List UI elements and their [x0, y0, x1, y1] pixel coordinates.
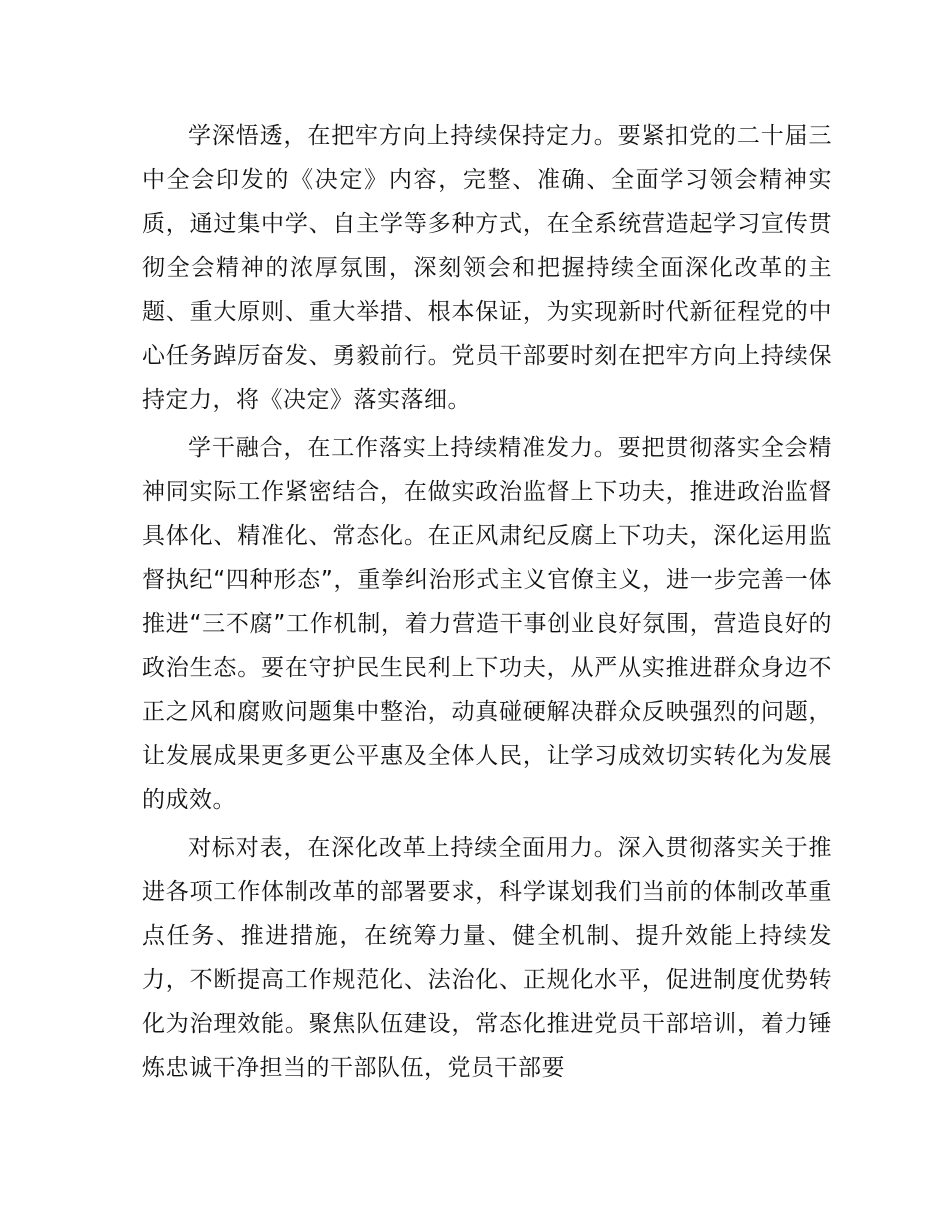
paragraph-study-and-work: 学干融合，在工作落实上持续精准发力。要把贯彻落实全会精神同实际工作紧密结合，在做实政治监督上下功夫，推进政治监督具体化、精准化、常态化。在正风肃纪反腐上下功夫，深化运用监督执纪“四种形态”，重拳纠治形式主义官僚主义，进一步完善一体推进“三不腐”工作机制，着力营造干事创业良好氛围，营造良好的政治生态。要在守护民生民利上下功夫，从严从实推进群众身边不正之风和腐败问题集中整治，动真碰硬解决群众反映强烈的问题，让发展成果更多更公平惠及全体人民，让学习成效切实转化为发展的成效。	[142, 435, 832, 813]
document-body	[142, 114, 832, 1090]
paragraph-benchmark-reform: 对标对表，在深化改革上持续全面用力。深入贯彻落实关于推进各项工作体制改革的部署要求，科学谋划我们当前的体制改革重点任务、推进措施，在统筹力量、健全机制、提升效能上持续发力，不断提高工作规范化、法治化、正规化水平，促进制度优势转化为治理效能。聚焦队伍建设，常态化推进党员干部培训，着力锤炼忠诚干净担当的干部队伍，党员干部要	[142, 835, 832, 1081]
paragraph-study-deeply: 学深悟透，在把牢方向上持续保持定力。要紧扣党的二十届三中全会印发的《决定》内容，完整、准确、全面学习领会精神实质，通过集中学、自主学等多种方式，在全系统营造起学习宣传贯彻全会精神的浓厚氛围，深刻领会和把握持续全面深化改革的主题、重大原则、重大举措、根本保证，为实现新时代新征程党的中心任务踔厉奋发、勇毅前行。党员干部要时刻在把牢方向上持续保持定力，将《决定》落实落细。	[142, 123, 832, 413]
